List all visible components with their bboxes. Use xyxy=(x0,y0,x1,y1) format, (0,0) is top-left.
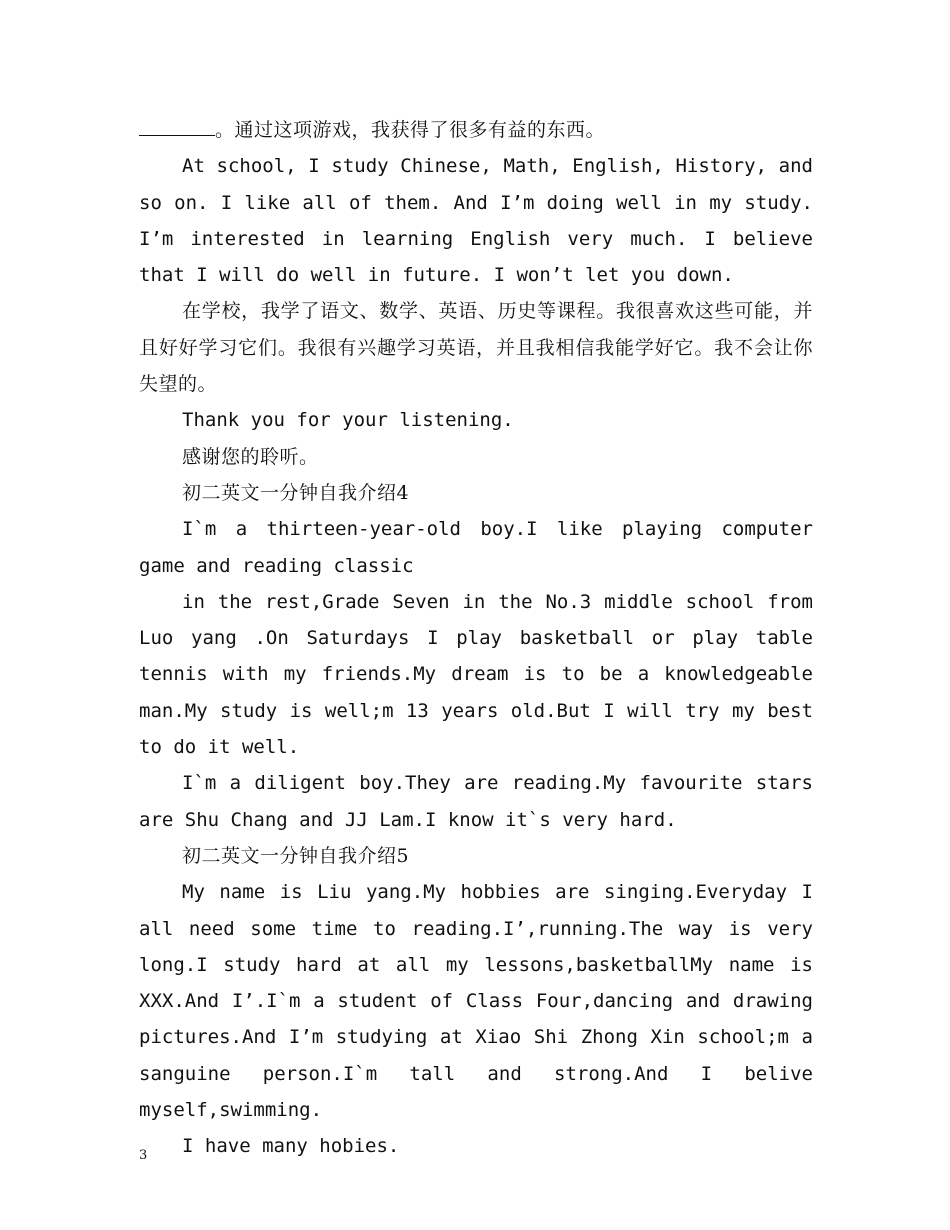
paragraph-intro5-a: My name is Liu yang.My hobbies are singing.Everyday I all need some time to reading.I’,running.The way is very long.I study hard at all my lessons,basketballMy name is XXX.And I’.I`m a student of Class Four,dancing and drawing pictures.And I’m studying at Xiao Shi Zhong Xin school;m a sanguine person.I`m tall and strong.And I belive myself,swimming. xyxy=(139,881,813,1122)
page-number: 3 xyxy=(139,1148,148,1163)
paragraph-intro4-c: I`m a diligent boy.They are reading.My favourite stars are Shu Chang and JJ Lam.I know it`s very hard. xyxy=(139,772,813,831)
document-body xyxy=(139,112,813,1165)
paragraph-intro4-b: in the rest,Grade Seven in the No.3 middle school from Luo yang .On Saturdays I play basketball or play table tennis with my friends.My dream is to be a knowledgeable man.My study is well;m 13 years old.But I will try my best to do it well. xyxy=(139,590,813,759)
paragraph-school-chinese: 在学校，我学了语文、数学、英语、历史等课程。我很喜欢这些可能，并且好好学习它们。我很有兴趣学习英语，并且我相信我能学好它。我不会让你失望的。 xyxy=(139,300,813,396)
paragraph-fill-in-chinese xyxy=(139,112,813,148)
paragraph-thanks-chinese: 感谢您的聆听。 xyxy=(182,445,319,468)
paragraph-text: 。通过这项游戏，我获得了很多有益的东西。 xyxy=(215,119,606,141)
fill-in-blank xyxy=(139,119,215,136)
section-heading-5: 初二英文一分钟自我介绍5 xyxy=(182,844,410,867)
paragraph-school-english: At school, I study Chinese, Math, English, History, and so on. I like all of them. And I’m doing well in my study. I’m interested in learning English very much. I believe that I will do well in future. I won’t let you down. xyxy=(139,155,813,287)
paragraph-thanks-english: Thank you for your listening. xyxy=(182,409,514,432)
section-heading-4: 初二英文一分钟自我介绍4 xyxy=(182,481,410,504)
paragraph-intro5-b: I have many hobies. xyxy=(182,1135,400,1158)
paragraph-intro4-a: I`m a thirteen-year-old boy.I like playing computer game and reading classic xyxy=(139,518,813,577)
